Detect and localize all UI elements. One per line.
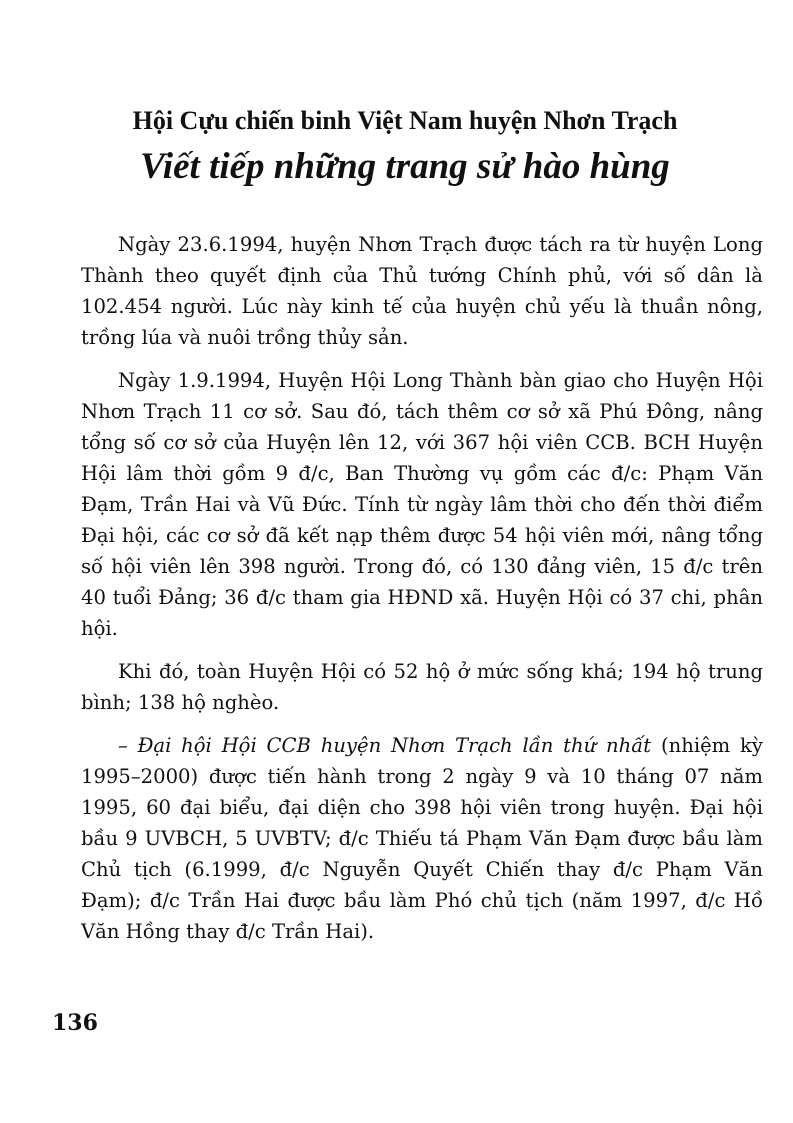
article-title: Viết tiếp những trang sử hào hùng [140, 146, 670, 187]
section-heading: Hội Cựu chiến binh Việt Nam huyện Nhơn Trạch [132, 106, 678, 135]
paragraph-households: Khi đó, toàn Huyện Hội có 52 hộ ở mức sống khá; 194 hộ trung bình; 138 hộ nghèo. [81, 660, 763, 714]
paragraph-first-congress [81, 730, 763, 947]
article-body [81, 229, 763, 947]
paragraph-founding: Ngày 23.6.1994, huyện Nhơn Trạch được tách ra từ huyện Long Thành theo quyết định của Thủ tướng Chính phủ, với số dân là 102.454 người. Lúc này kinh tế của huyện chủ yếu là thuần nông, trồng lúa và nuôi trồng thủy sản. [81, 233, 763, 349]
congress-title: – Đại hội Hội CCB huyện Nhơn Trạch lần thứ nhất [118, 734, 652, 757]
paragraph-handover: Ngày 1.9.1994, Huyện Hội Long Thành bàn giao cho Huyện Hội Nhơn Trạch 11 cơ sở. Sau đó, tách thêm cơ sở xã Phú Đông, nâng tổng số cơ sở của Huyện lên 12, với 367 hội viên CCB. BCH Huyện Hội lâm thời gồm 9 đ/c, Ban Thường vụ gồm các đ/c: Phạm Văn Đạm, Trần Hai và Vũ Đức. Tính từ ngày lâm thời cho đến thời điểm Đại hội, các cơ sở đã kết nạp thêm được 54 hội viên mới, nâng tổng số hội viên lên 398 người. Trong đó, có 130 đảng viên, 15 đ/c trên 40 tuổi Đảng; 36 đ/c tham gia HĐND xã. Huyện Hội có 37 chi, phân hội. [81, 369, 763, 640]
page-number: 136 [52, 1010, 98, 1036]
congress-details: (nhiệm kỳ 1995–2000) được tiến hành trong 2 ngày 9 và 10 tháng 07 năm 1995, 60 đại biểu, đại diện cho 398 hội viên trong huyện. Đại hội bầu 9 UVBCH, 5 UVBTV; đ/c Thiếu tá Phạm Văn Đạm được bầu làm Chủ tịch (6.1999, đ/c Nguyễn Quyết Chiến thay đ/c Phạm Văn Đạm); đ/c Trần Hai được bầu làm Phó chủ tịch (năm 1997, đ/c Hồ Văn Hồng thay đ/c Trần Hai). [81, 734, 763, 943]
